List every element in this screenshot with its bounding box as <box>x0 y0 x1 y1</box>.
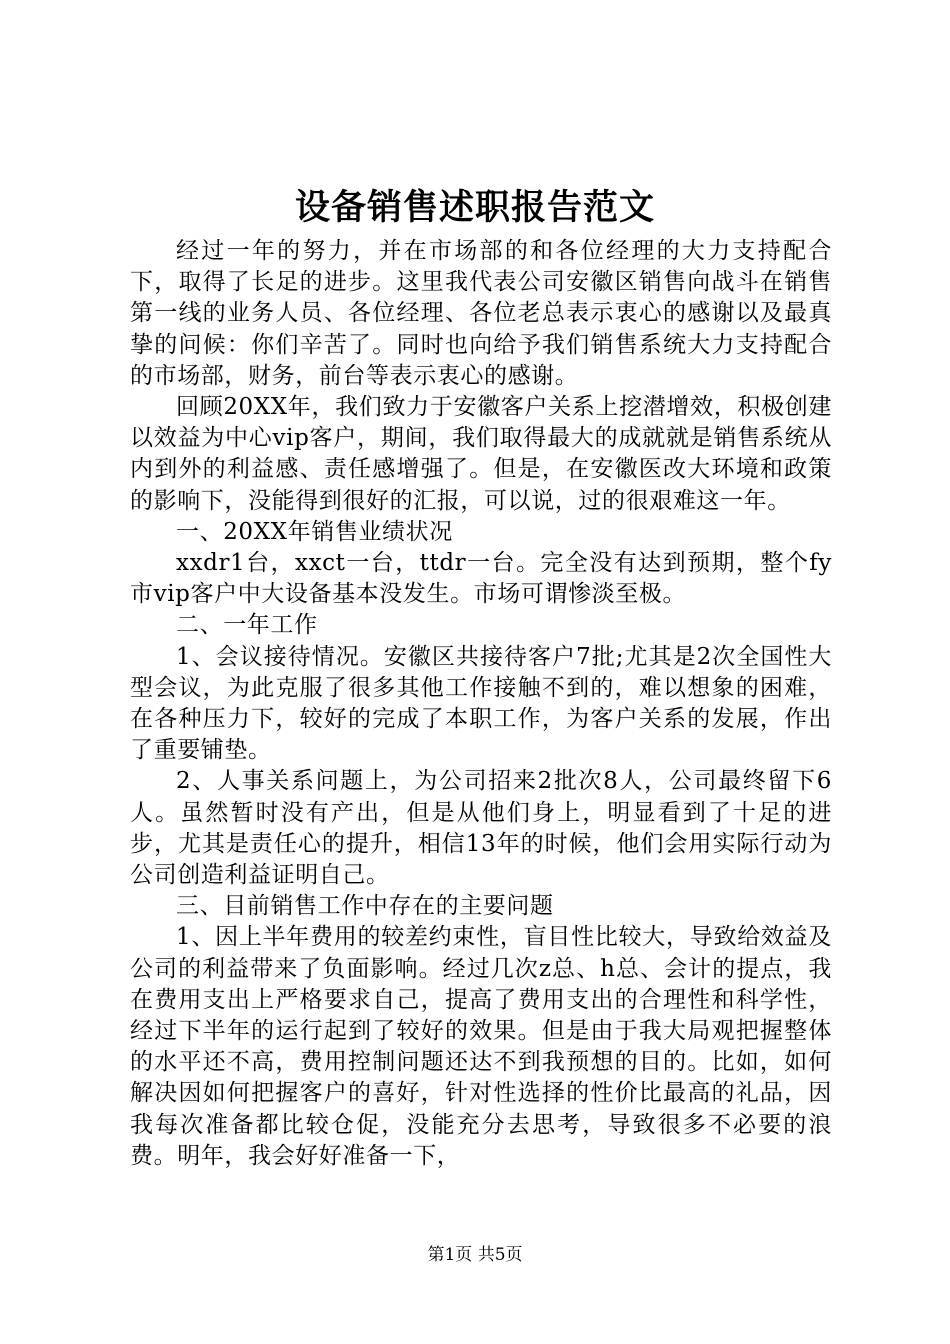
paragraph-meetings: 1、会议接待情况。安徽区共接待客户7批;尤其是2次全国性大型会议，为此克服了很多其他工作接触不到的，难以想象的困难，在各种压力下，较好的完成了本职工作，为客户关系的发展，作出了重要铺垫。 <box>130 643 832 764</box>
paragraph-performance: xxdr1台，xxct一台，ttdr一台。完全没有达到预期，整个fy市vip客户中大设备基本没发生。市场可谓惨淡至极。 <box>130 550 832 608</box>
document-body <box>130 236 832 1172</box>
document-title: 设备销售述职报告范文 <box>294 187 655 228</box>
page-number: 第1页 共5页 <box>427 1245 523 1265</box>
paragraph-personnel: 2、人事关系问题上，为公司招来2批次8人，公司最终留下6人。虽然暂时没有产出，但是从他们身上，明显看到了十足的进步，尤其是责任心的提升，相信13年的时候，他们会用实际行动为公司创造利益证明自己。 <box>130 768 832 889</box>
section-heading-work: 二、一年工作 <box>176 612 318 639</box>
section-heading-problems: 三、目前销售工作中存在的主要问题 <box>176 893 554 920</box>
paragraph-intro: 经过一年的努力，并在市场部的和各位经理的大力支持配合下，取得了长足的进步。这里我代表公司安徽区销售向战斗在销售第一线的业务人员、各位经理、各位老总表示衷心的感谢以及最真挚的问候：你们辛苦了。同时也向给予我们销售系统大力支持配合的市场部，财务，前台等表示衷心的感谢。 <box>130 238 832 389</box>
paragraph-costs: 1、因上半年费用的较差约束性，盲目性比较大，导致给效益及公司的利益带来了负面影响。经过几次z总、h总、会计的提点，我在费用支出上严格要求自己，提高了费用支出的合理性和科学性，经过下半年的运行起到了较好的效果。但是由于我大局观把握整体的水平还不高，费用控制问题还达不到我预想的目的。比如，如何解决因如何把握客户的喜好，针对性选择的性价比最高的礼品，因我每次准备都比较仓促，没能充分去思考，导致很多不必要的浪费。明年，我会好好准备一下， <box>130 924 832 1169</box>
paragraph-review: 回顾20XX年，我们致力于安徽客户关系上挖潜增效，积极创建以效益为中心vip客户，期间，我们取得最大的成就就是销售系统从内到外的利益感、责任感增强了。但是，在安徽医改大环境和政策的影响下，没能得到很好的汇报，可以说，过的很艰难这一年。 <box>130 394 832 514</box>
section-heading-performance: 一、20XX年销售业绩状况 <box>176 518 453 545</box>
